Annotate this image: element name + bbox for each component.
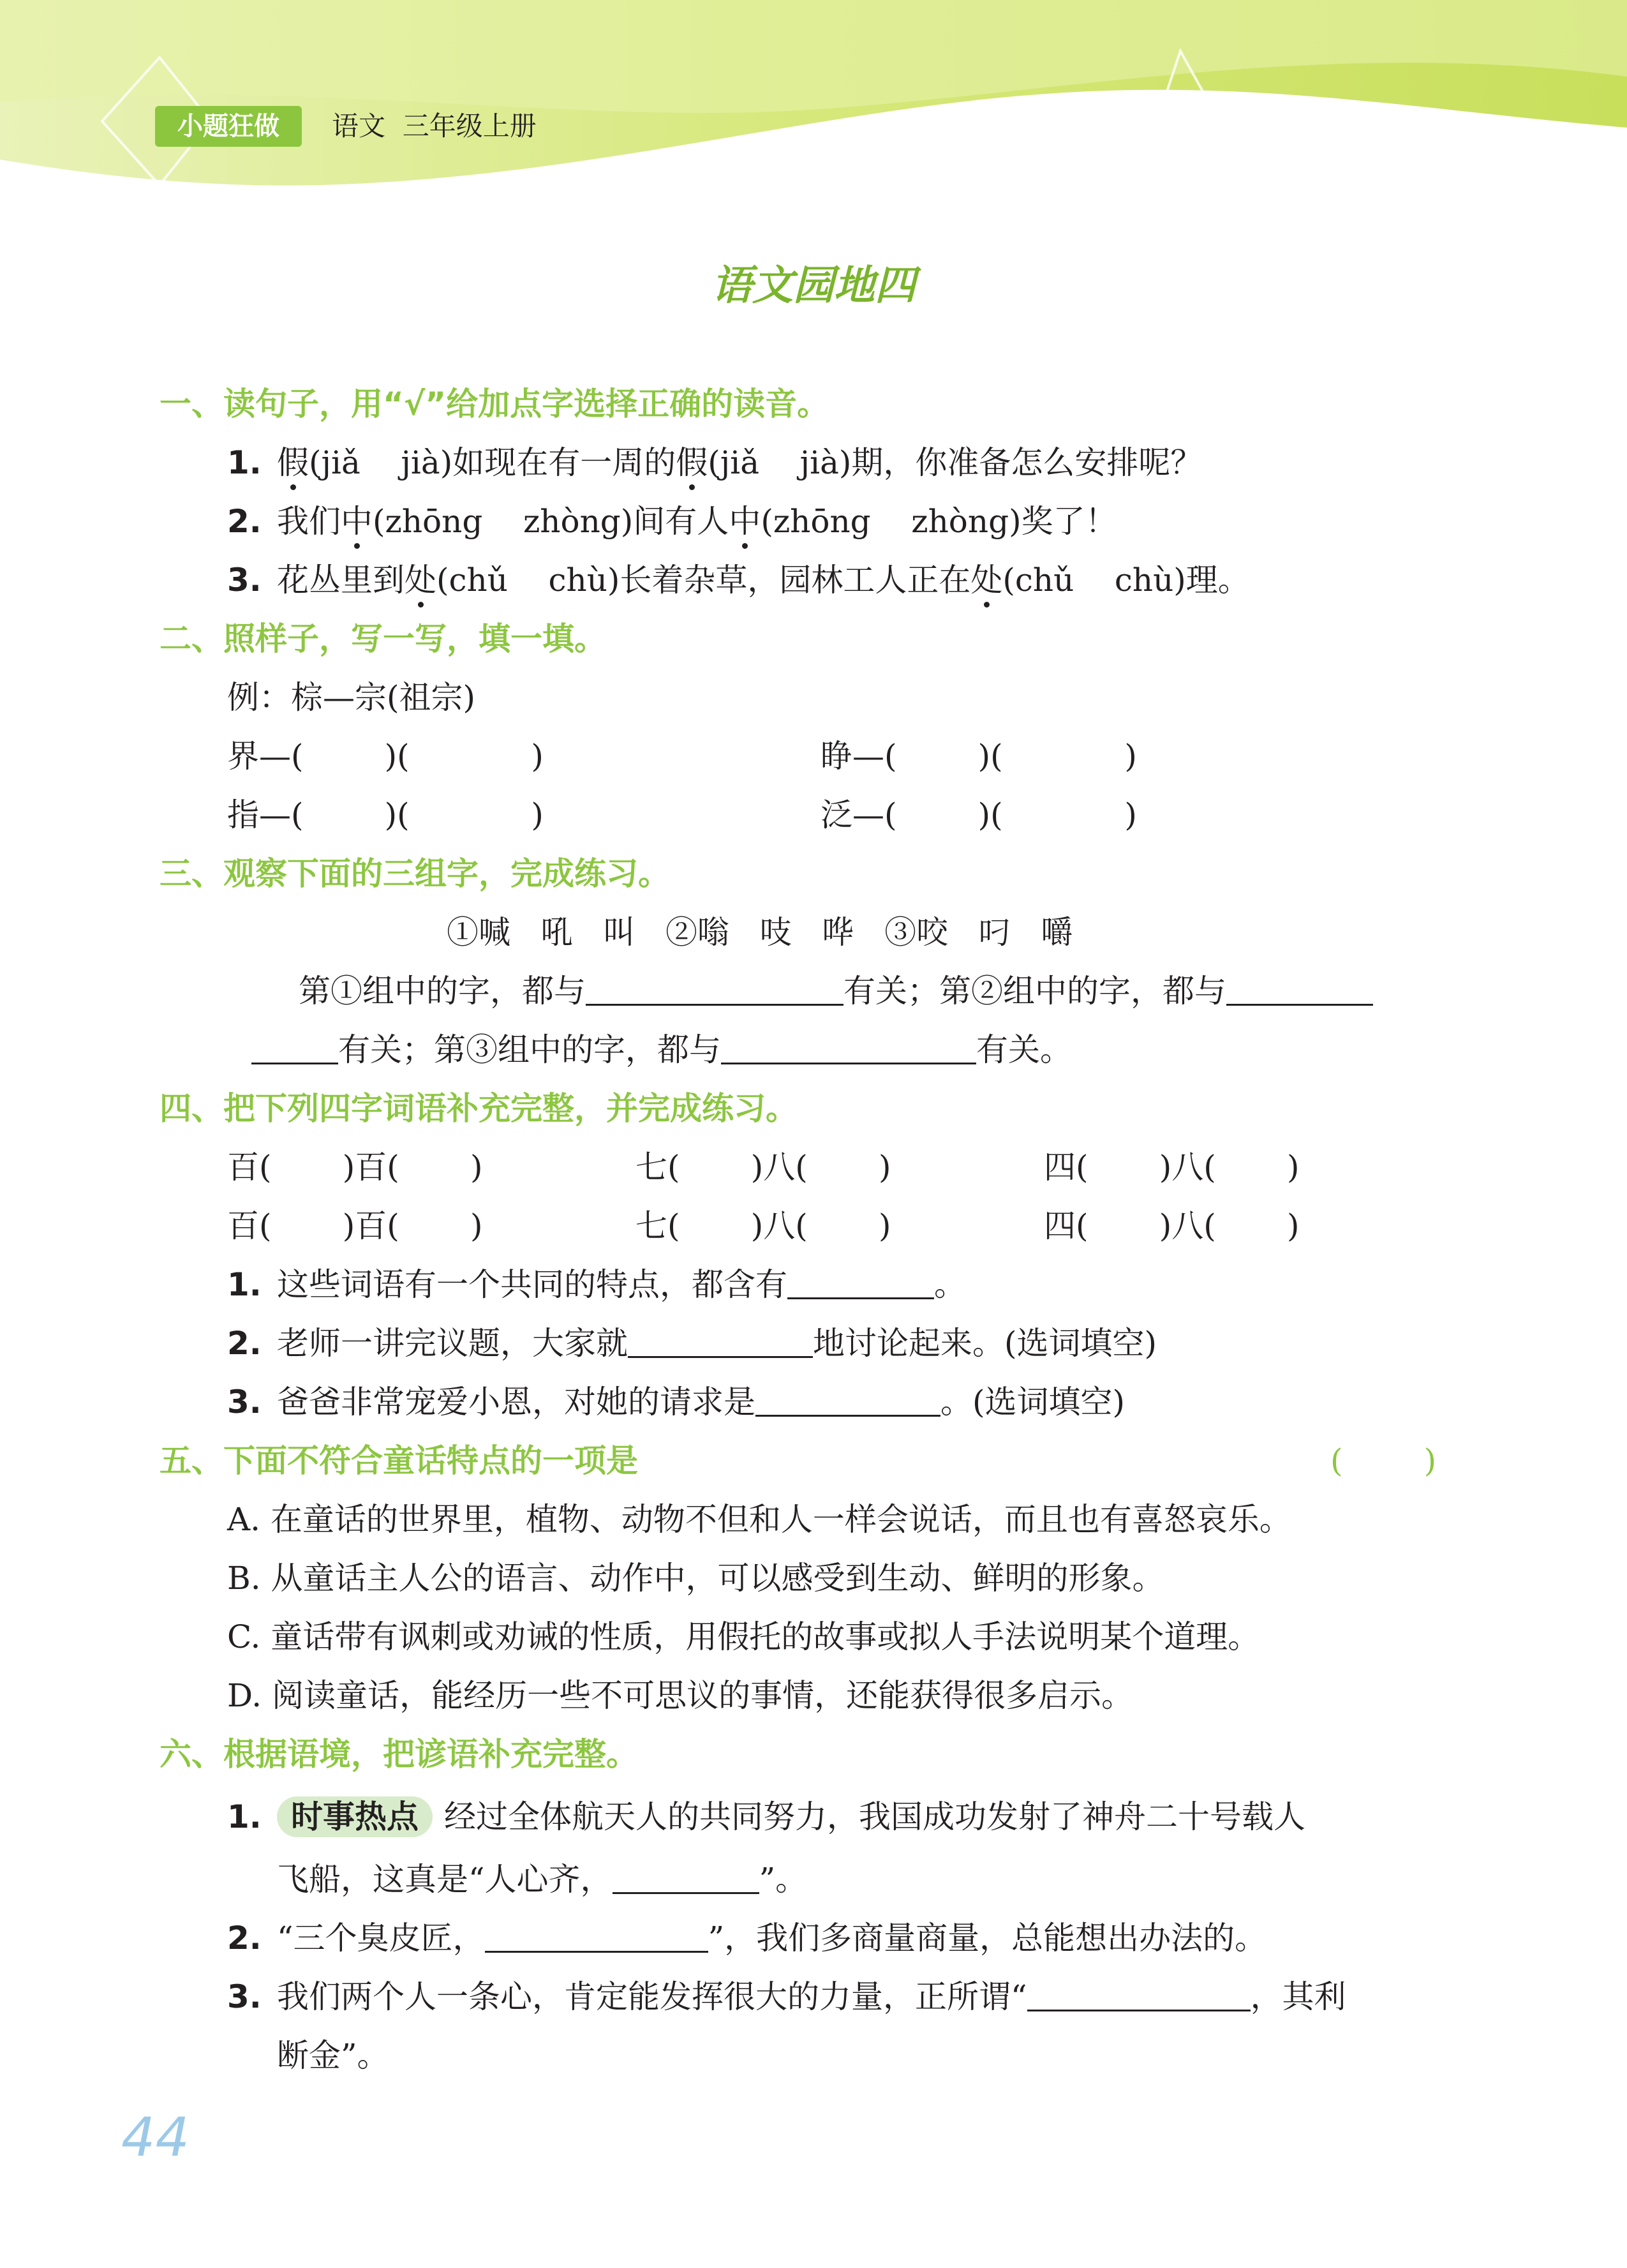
- text: 经过全体航天人的共同努力，我国成功发射了神舟二十号载人: [444, 1798, 1305, 1835]
- dotted-char: 处: [405, 562, 436, 599]
- text: 有关；第③组中的字，都与: [338, 1031, 721, 1068]
- dotted-char: 中: [729, 503, 761, 540]
- text: ”。: [759, 1861, 808, 1898]
- text: ”，我们多商量商量，总能想出办法的。: [708, 1920, 1267, 1957]
- item-number: 1.: [227, 1798, 262, 1835]
- s4-row-2-col-2[interactable]: 七( )八( ): [635, 1207, 891, 1244]
- item-number: 1.: [227, 444, 262, 481]
- text: 。(选词填空): [940, 1384, 1126, 1421]
- s2-row-2-left[interactable]: 指—( )( ): [227, 796, 544, 833]
- s5-option-c[interactable]: C. 童话带有讽刺或劝诫的性质，用假托的故事或拟人手法说明某个道理。: [227, 1618, 1260, 1655]
- dotted-char: 中: [341, 503, 373, 540]
- s5-option-d[interactable]: D. 阅读童话，能经历一些不可思议的事情，还能获得很多启示。: [227, 1677, 1134, 1714]
- answer-blank[interactable]: [613, 1859, 759, 1894]
- text: 有关。: [976, 1031, 1072, 1068]
- section-5-heading: 五、下面不符合童话特点的一项是: [160, 1442, 638, 1479]
- s1-item-2: [227, 499, 1117, 544]
- s1-item-1: [227, 440, 1202, 485]
- text: 第①组中的字，都与: [299, 973, 586, 1010]
- text: ，其利: [1250, 1978, 1346, 2015]
- text: 有关；第②组中的字，都与: [843, 973, 1226, 1010]
- s6-question-3-line-1: [227, 1974, 1346, 2019]
- s6-question-1-line-1: [227, 1794, 1305, 1839]
- text: 。: [934, 1266, 966, 1303]
- s5-option-a[interactable]: A. 在童话的世界里，植物、动物不但和人一样会说话，而且也有喜怒哀乐。: [227, 1501, 1291, 1538]
- answer-blank[interactable]: [485, 1918, 708, 1953]
- section-6-heading: 六、根据语境，把谚语补充完整。: [160, 1736, 638, 1773]
- answer-bracket[interactable]: ( ): [1330, 1442, 1437, 1479]
- s4-row-2-col-3[interactable]: 四( )八( ): [1044, 1207, 1300, 1244]
- text: 飞船，这真是“人心齐，: [277, 1861, 613, 1898]
- answer-blank[interactable]: [755, 1382, 940, 1417]
- text: “三个臭皮匠，: [277, 1920, 485, 1957]
- item-number: 1.: [227, 1266, 262, 1303]
- s3-char-groups: ①喊 吼 叫 ②嗡 吱 哗 ③咬 叼 嚼: [447, 914, 1073, 951]
- item-number: 2.: [227, 1920, 262, 1957]
- answer-blank[interactable]: [251, 1029, 338, 1064]
- s5-option-b[interactable]: B. 从童话主人公的语言、动作中，可以感受到生动、鲜明的形象。: [227, 1560, 1164, 1597]
- answer-blank[interactable]: [787, 1264, 934, 1299]
- s3-line-1: [299, 969, 1373, 1013]
- item-number: 2.: [227, 1325, 262, 1362]
- dotted-char: 假: [277, 444, 309, 481]
- current-events-badge: 时事热点: [277, 1796, 433, 1837]
- item-number: 3.: [227, 562, 262, 599]
- s6-question-2: [227, 1916, 1267, 1960]
- answer-blank[interactable]: [1027, 1976, 1251, 2011]
- text: 花丛里到: [277, 562, 405, 599]
- text: 地讨论起来。(选词填空): [813, 1325, 1157, 1362]
- text: (jiǎ jià)如现在有一周的: [309, 444, 676, 481]
- s2-row-2-right[interactable]: 泛—( )( ): [821, 796, 1137, 833]
- s1-item-3: [227, 558, 1250, 602]
- answer-blank[interactable]: [586, 971, 843, 1006]
- text: 爸爸非常宠爱小恩，对她的请求是: [277, 1384, 755, 1421]
- answer-blank[interactable]: [1226, 971, 1373, 1006]
- answer-blank[interactable]: [628, 1323, 813, 1358]
- s4-row-2-col-1[interactable]: 百( )百( ): [227, 1207, 483, 1244]
- item-number: 3.: [227, 1978, 262, 2015]
- s6-question-3-line-2: 断金”。: [277, 2037, 389, 2074]
- section-2-heading: 二、照样子，写一写，填一填。: [160, 620, 606, 657]
- text: (chǔ chù)理。: [1002, 562, 1250, 599]
- s4-row-1-col-1[interactable]: 百( )百( ): [227, 1149, 483, 1186]
- header-band: [0, 0, 1627, 204]
- section-3-heading: 三、观察下面的三组字，完成练习。: [160, 855, 670, 892]
- item-number: 3.: [227, 1384, 262, 1421]
- dotted-char: 处: [970, 562, 1003, 599]
- text: (zhōng zhòng)间有人: [373, 503, 729, 540]
- dotted-char: 假: [676, 444, 708, 481]
- text: 我们两个人一条心，肯定能发挥很大的力量，正所谓“: [277, 1978, 1027, 2015]
- s4-question-1: [227, 1262, 966, 1307]
- s6-question-1-line-2: [277, 1857, 807, 1902]
- page-number: 44: [121, 2106, 189, 2168]
- item-number: 2.: [227, 503, 262, 540]
- page-title: 语文园地四: [711, 262, 916, 310]
- s2-row-1-right[interactable]: 睁—( )( ): [821, 738, 1137, 775]
- text: 我们: [277, 503, 341, 540]
- text: 这些词语有一个共同的特点，都含有: [277, 1266, 787, 1303]
- header-tag: 小题狂做: [155, 106, 302, 147]
- s3-line-2: [251, 1027, 1072, 1072]
- s2-example: 例：棕—宗(祖宗): [227, 679, 476, 716]
- s4-row-1-col-3[interactable]: 四( )八( ): [1044, 1149, 1300, 1186]
- s4-question-3: [227, 1380, 1125, 1424]
- section-4-heading: 四、把下列四字词语补充完整，并完成练习。: [160, 1090, 798, 1127]
- s4-question-2: [227, 1321, 1157, 1366]
- answer-blank[interactable]: [721, 1029, 976, 1064]
- text: 老师一讲完议题，大家就: [277, 1325, 628, 1362]
- header-subject: 语文 三年级上册: [332, 110, 537, 142]
- section-1-heading: 一、读句子，用“√”给加点字选择正确的读音。: [160, 385, 829, 422]
- text: (jiǎ jià)期，你准备怎么安排呢？: [708, 444, 1203, 481]
- text: (zhōng zhòng)奖了！: [761, 503, 1117, 540]
- s4-row-1-col-2[interactable]: 七( )八( ): [635, 1149, 891, 1186]
- text: (chǔ chù)长着杂草，园林工人正在: [436, 562, 971, 599]
- s2-row-1-left[interactable]: 界—( )( ): [227, 738, 544, 775]
